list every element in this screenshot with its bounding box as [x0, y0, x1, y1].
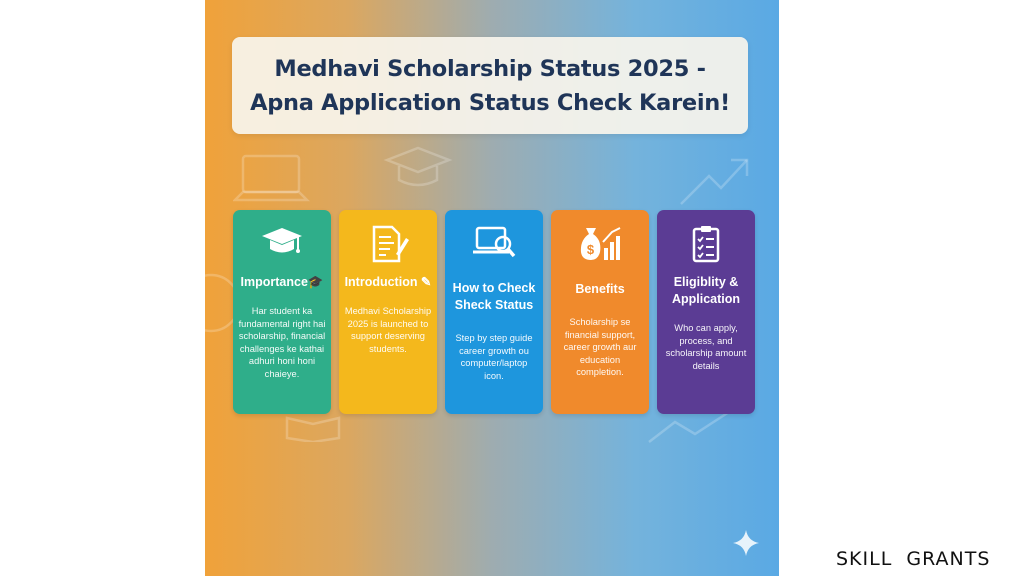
brand-name: SKILL GRANTS	[836, 548, 991, 570]
background-chart-icon	[645, 408, 735, 448]
title-line-1: Medhavi Scholarship Status 2025 -	[274, 55, 706, 82]
checklist-icon	[686, 224, 726, 264]
background-laptop-icon	[233, 150, 313, 210]
card-title: Eligiblity & Application	[671, 275, 741, 306]
title-line-2: Apna Application Status Check Karein!	[250, 89, 730, 116]
card-description: Medhavi Scholarship 2025 is launched to support deserving students.	[344, 306, 432, 354]
card-how-to-check-status	[445, 210, 543, 414]
card-benefits	[551, 210, 649, 414]
background-book-icon	[283, 412, 343, 442]
background-cap-icon	[383, 144, 453, 194]
money-bag-chart-icon	[576, 224, 624, 264]
card-description: Scholarship se financial support, career growth aur education completion.	[563, 317, 637, 378]
card-description: Har student ka fundamental right hai scholarship, financial challenges ke kathai adhuri honi honi chaieye.	[238, 306, 326, 379]
card-title: Benefits	[575, 282, 625, 296]
card-title: How to Check Sheck Status	[452, 281, 536, 312]
sparkle-icon	[731, 528, 761, 558]
card-eligibility-application	[657, 210, 755, 414]
laptop-search-icon	[471, 224, 517, 262]
poster	[205, 0, 779, 576]
card-description: Step by step guide career growth ou computer/laptop icon.	[455, 333, 533, 381]
background-arrow-icon	[675, 150, 755, 210]
graduation-cap-icon	[260, 224, 304, 260]
card-introduction	[339, 210, 437, 414]
card-title: Importance🎓	[240, 275, 324, 289]
title-banner	[232, 37, 748, 134]
card-importance	[233, 210, 331, 414]
document-pen-icon	[366, 224, 410, 264]
svg-text:$: $	[586, 242, 595, 257]
card-description: Who can apply, process, and scholarship amount details	[665, 323, 747, 371]
card-title: Introduction ✎	[344, 275, 432, 289]
